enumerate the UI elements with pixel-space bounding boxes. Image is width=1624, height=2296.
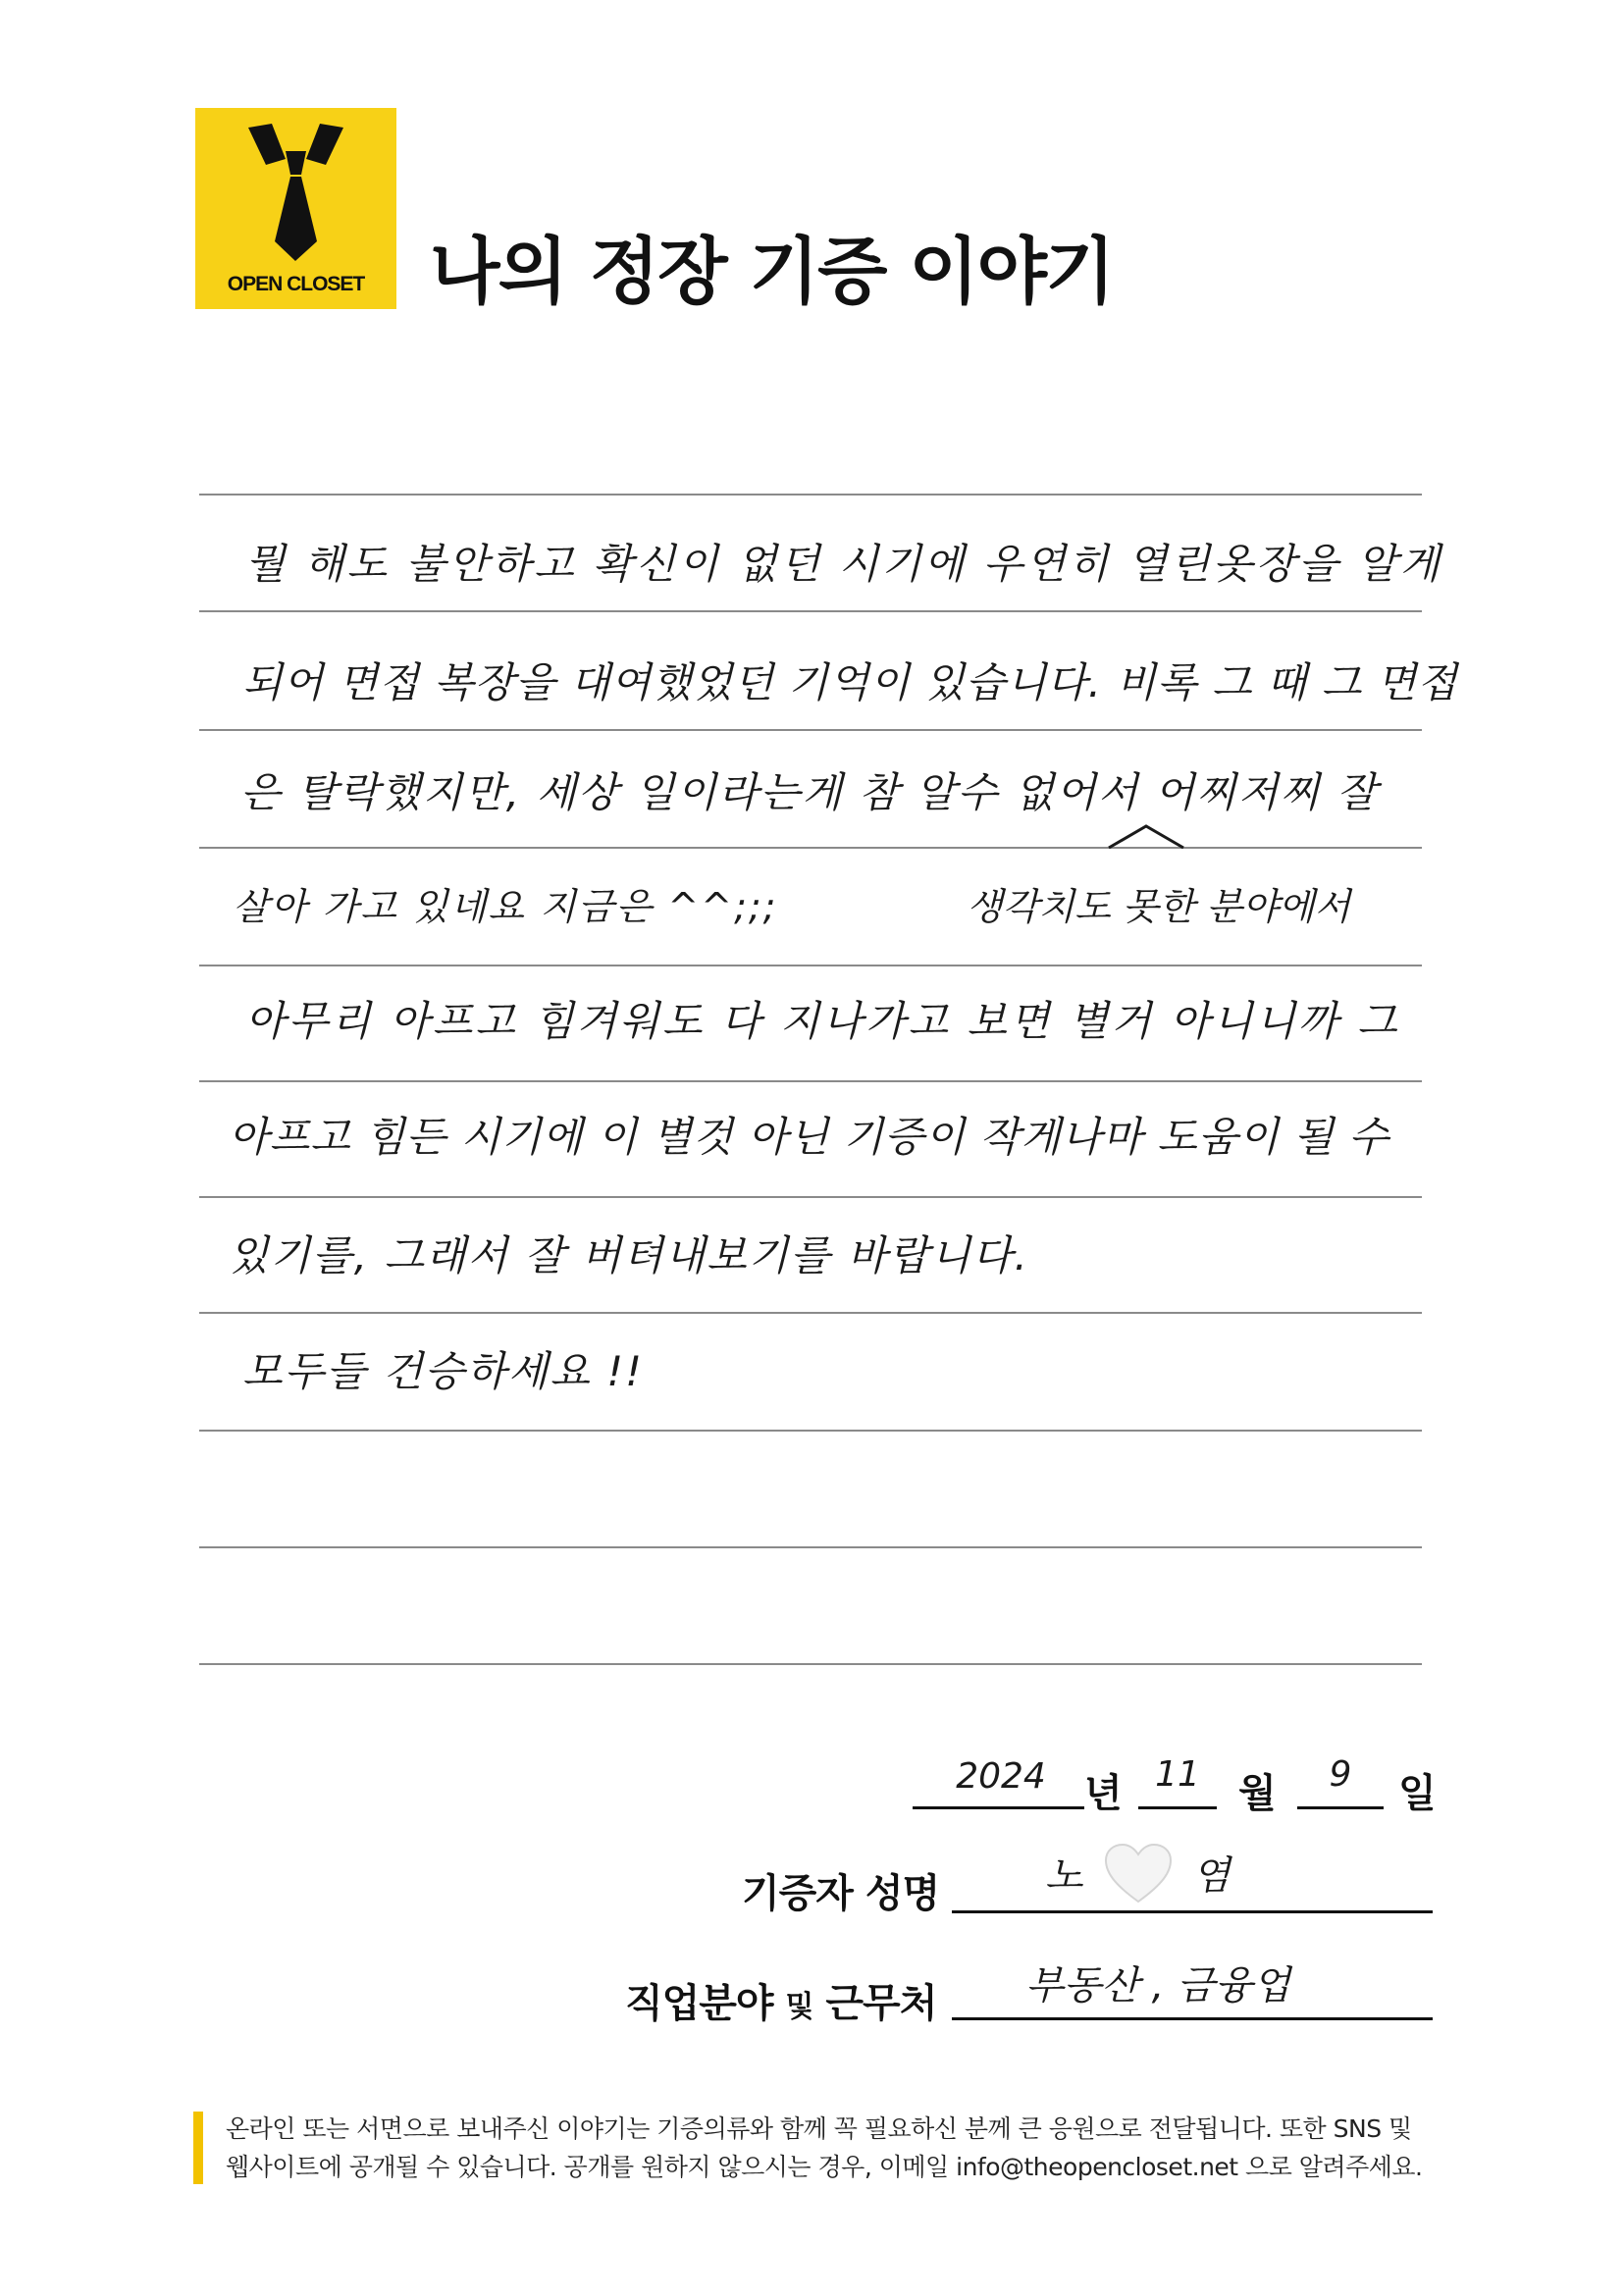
- story-line-1: 뭘 해도 불안하고 확신이 없던 시기에 우연히 열린옷장을 알게: [245, 540, 1443, 588]
- story-line-6: 아프고 힘든 시기에 이 별것 아닌 기증이 작게나마 도움이 될 수: [229, 1113, 1389, 1161]
- logo-wordmark: OPEN CLOSET: [227, 273, 365, 295]
- footer-notice: [226, 2110, 1531, 2186]
- ruled-line: [199, 1546, 1422, 1548]
- date-day-unit: 일: [1398, 1771, 1437, 1816]
- white-heart-icon: [1104, 1843, 1173, 1905]
- date-month-value: 11: [1155, 1754, 1200, 1795]
- ruled-line: [199, 610, 1422, 612]
- job-label-field: 직업분야: [625, 1981, 773, 2026]
- date-year-line: [913, 1806, 1084, 1809]
- date-day-value: 9: [1329, 1754, 1352, 1795]
- story-line-8: 모두들 건승하세요 !!: [242, 1347, 644, 1395]
- open-closet-logo: [195, 108, 396, 309]
- footer-line-1: 온라인 또는 서면으로 보내주신 이야기는 기증의류와 함께 꼭 필요하신 분께 큰 응원으로 전달됩니다. 또한 SNS 및: [226, 2114, 1412, 2143]
- ruled-line: [199, 729, 1422, 731]
- ruled-line: [199, 1196, 1422, 1198]
- job-field-label: [625, 1972, 936, 2028]
- date-year-unit: 년: [1084, 1771, 1123, 1816]
- job-field-line: [952, 2017, 1433, 2020]
- ruled-line: [199, 965, 1422, 966]
- insertion-caret-mark: [1107, 822, 1185, 852]
- story-line-5: 아무리 아프고 힘겨워도 다 지나가고 보면 별거 아니니까 그: [245, 997, 1400, 1045]
- donor-name-last: 염: [1192, 1853, 1231, 1899]
- donor-name-line: [952, 1910, 1433, 1913]
- date-year-value: 2024: [956, 1756, 1046, 1797]
- footer-accent-bar: [193, 2112, 203, 2184]
- ruled-line: [199, 1080, 1422, 1082]
- story-line-4: 살아 가고 있네요 지금은 ^^;;;: [233, 885, 778, 928]
- ruled-line: [199, 1663, 1422, 1665]
- story-line-7: 있기를, 그래서 잘 버텨내보기를 바랍니다.: [229, 1231, 1029, 1279]
- job-field-value: 부동산 , 금융업: [1025, 1963, 1290, 2009]
- ruled-line: [199, 1312, 1422, 1314]
- date-day-line: [1297, 1806, 1384, 1809]
- ruled-line: [199, 1430, 1422, 1432]
- date-month-unit: 월: [1238, 1771, 1277, 1816]
- story-line-2: 되어 면접 복장을 대여했었던 기억이 있습니다. 비록 그 때 그 면접: [242, 658, 1458, 706]
- donor-name-first: 노: [1045, 1853, 1083, 1899]
- job-label-and: 및: [785, 1990, 813, 2024]
- story-insertion-note: 생각치도 못한 분야에서: [967, 885, 1351, 928]
- ruled-line: [199, 847, 1422, 849]
- donor-name-label: 기증자 성명: [742, 1871, 940, 1916]
- ruled-line: [199, 494, 1422, 496]
- page-title: 나의 정장 기증 이야기: [430, 230, 1114, 314]
- date-month-line: [1138, 1806, 1217, 1809]
- footer-line-2: 웹사이트에 공개될 수 있습니다. 공개를 원하지 않으시는 경우, 이메일 info@theopencloset.net 으로 알려주세요.: [226, 2153, 1423, 2181]
- story-line-3: 은 탈락했지만, 세상 일이라는게 참 알수 없어서 어찌저찌 잘: [240, 768, 1379, 816]
- job-label-workplace: 근무처: [825, 1981, 937, 2026]
